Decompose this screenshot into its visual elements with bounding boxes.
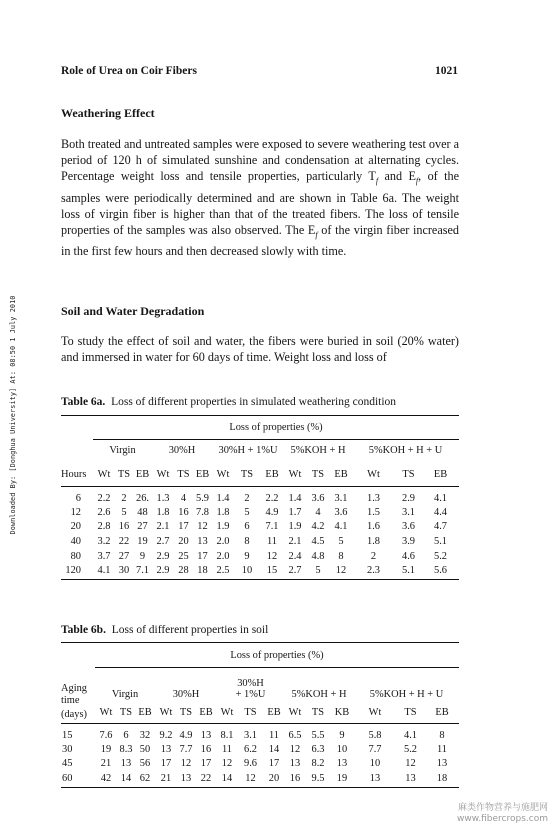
running-head-title: Role of Urea on Coir Fibers (61, 65, 197, 77)
table-cell: 5 (338, 535, 344, 547)
table-cell: 2.8 (97, 521, 111, 533)
table-cell: 2 (244, 493, 250, 504)
table-cell: 2.9 (156, 565, 170, 577)
row-label: 120 (65, 565, 81, 577)
table-6b-group-30h: 30%H (172, 689, 200, 700)
group-line-2: + 1%U (235, 689, 266, 700)
table-row (61, 551, 459, 566)
table-6a-subhead: Wt (367, 468, 380, 480)
table-cell: 2.1 (288, 535, 302, 547)
table-cell: 8.1 (220, 730, 234, 741)
table-cell: 3.6 (402, 521, 415, 533)
table-cell: 48 (137, 506, 148, 518)
table-cell: 11 (436, 743, 447, 755)
table-cell: 20 (178, 535, 189, 547)
table-cell: 8 (338, 550, 344, 562)
table-cell: 1.4 (216, 493, 230, 504)
table-cell: 17 (200, 758, 212, 769)
table-cell: 3.9 (402, 535, 415, 547)
table-cell: 1.5 (367, 506, 380, 518)
table-cell: 11 (266, 535, 277, 547)
table-cell: 17 (268, 758, 280, 769)
table-cell: 12 (245, 772, 256, 784)
table-cell: 2.1 (156, 521, 170, 533)
running-head (61, 65, 458, 77)
watermark-line-2: www.fibercrops.com (457, 814, 548, 824)
table-cell: 4.8 (311, 550, 325, 562)
table-cell: 12 (289, 743, 301, 755)
table-cell: 2.6 (97, 506, 111, 518)
table-cell: 1.7 (288, 506, 302, 518)
table-cell: 17 (160, 758, 172, 769)
table-cell: 13 (405, 772, 416, 784)
table-cell: 3.1 (334, 493, 348, 504)
table-cell: 12 (221, 758, 233, 769)
table-6b-group-virgin: Virgin (111, 689, 139, 700)
table-6a-subhead: TS (311, 468, 325, 480)
table-cell: 5.1 (434, 535, 447, 547)
table-6a-subhead: TS (177, 468, 190, 480)
table-cell: 4.6 (402, 550, 415, 562)
row-label: 30 (62, 743, 73, 755)
table-cell: 3.2 (97, 535, 111, 547)
table-cell: 17 (178, 521, 189, 533)
table-cell: 5 (315, 565, 321, 577)
table-6a-caption (61, 396, 396, 408)
table-cell: 13 (160, 743, 172, 755)
table-cell: 11 (268, 730, 279, 741)
table-6b-subhead: Wt (159, 706, 173, 718)
table-cell: 16 (118, 521, 130, 533)
table-row (61, 758, 459, 773)
table-cell: 1.4 (288, 493, 302, 504)
row-label: 45 (62, 758, 73, 769)
table-cell: 2.9 (402, 493, 415, 504)
table-cell: 6.5 (288, 730, 302, 741)
table-cell: 14 (221, 772, 233, 784)
table-cell: 16 (289, 772, 301, 784)
table-6b-header-block (95, 668, 459, 724)
table-cell: 32 (139, 730, 151, 741)
table-cell: 56 (139, 758, 151, 769)
table-6b-caption (61, 624, 268, 636)
table-cell: 4.4 (434, 506, 447, 518)
table-6a-subhead: EB (433, 468, 448, 480)
table-cell: 5.2 (434, 550, 447, 562)
table-6a (61, 415, 459, 580)
table-6a-subhead: TS (402, 468, 415, 480)
table-cell: 6 (244, 521, 250, 533)
table-6a-group-30h: 30%H (168, 445, 196, 456)
table-cell: 28 (178, 565, 189, 577)
table-6a-label: Table 6a. (61, 396, 106, 408)
table-cell: 5.5 (311, 730, 325, 741)
table-cell: 9.2 (159, 730, 173, 741)
row-label: 15 (62, 730, 73, 741)
table-cell: 4.1 (334, 521, 348, 533)
table-cell: 4.2 (311, 521, 325, 533)
table-row (61, 507, 459, 522)
table-6b-spanner: Loss of properties (%) (95, 643, 459, 668)
table-cell: 27 (118, 550, 130, 562)
row-label: 6 (75, 493, 81, 504)
table-cell: 6 (123, 730, 129, 741)
table-6a-group-koh-h: 5%KOH + H (290, 445, 346, 456)
table-6b-row-header (61, 668, 95, 724)
table-cell: 14 (120, 772, 132, 784)
table-cell: 8 (244, 535, 250, 547)
table-6b-subhead: TS (404, 706, 417, 718)
table-6a-subhead: EB (135, 468, 150, 480)
table-cell: 7.7 (179, 743, 193, 755)
table-6b-caption-text: Loss of different properties in soil (111, 624, 269, 636)
table-cell: 4 (315, 506, 321, 518)
table-6b-subhead: EB (267, 706, 281, 718)
table-6b-groups (95, 668, 459, 703)
table-cell: 2 (121, 493, 127, 504)
table-cell: 20 (268, 772, 280, 784)
table-row (61, 565, 459, 580)
table-cell: 10 (241, 565, 253, 577)
table-cell: 50 (139, 743, 151, 755)
table-cell: 7.6 (99, 730, 113, 741)
table-6a-subhead: Wt (288, 468, 302, 480)
table-cell: 21 (100, 758, 112, 769)
table-cell: 1.8 (216, 506, 230, 518)
table-6b-subhead: KB (334, 706, 350, 718)
table-cell: 8.2 (311, 758, 325, 769)
table-6b-subhead: TS (244, 706, 257, 718)
table-6b-label: Table 6b. (61, 624, 106, 636)
table-cell: 2 (370, 550, 377, 562)
table-row (61, 773, 459, 788)
table-cell: 5.2 (404, 743, 417, 755)
table-6b-group-koh-h-u: 5%KOH + H + U (369, 689, 444, 700)
table-cell: 10 (336, 743, 348, 755)
table-cell: 26. (136, 493, 149, 504)
table-cell: 1.8 (156, 506, 170, 518)
table-cell: 11 (221, 743, 232, 755)
table-cell: 3.6 (311, 493, 325, 504)
table-cell: 22 (200, 772, 212, 784)
table-cell: 2.7 (156, 535, 170, 547)
table-cell: 13 (120, 758, 132, 769)
table-row (61, 487, 459, 507)
table-6a-subhead: Wt (216, 468, 230, 480)
table-cell: 7.1 (265, 521, 279, 533)
table-6b (61, 642, 459, 788)
table-6a-spanner: Loss of properties (%) (93, 416, 459, 440)
table-6b-subhead: EB (199, 706, 213, 718)
table-cell: 2.2 (97, 493, 111, 504)
table-cell: 12 (335, 565, 347, 577)
table-6a-body (61, 487, 459, 580)
table-cell: 19 (137, 535, 148, 547)
table-cell: 4.5 (311, 535, 325, 547)
table-cell: 10 (369, 758, 381, 769)
table-cell: 12 (197, 521, 208, 533)
table-cell: 2.3 (367, 565, 380, 577)
table-cell: 5 (121, 506, 127, 518)
soil-water-paragraph: To study the effect of soil and water, the fibers were buried in soil (20% water) and immersed in water for 60 days of time. Weight loss and loss of (61, 334, 459, 365)
table-cell: 6.2 (244, 743, 257, 755)
table-cell: 4.9 (179, 730, 193, 741)
table-6b-subhead: TS (311, 706, 325, 718)
table-cell: 3.6 (334, 506, 348, 518)
watermark (457, 803, 548, 825)
table-6b-subhead: Wt (220, 706, 234, 718)
table-6a-subhead: Wt (97, 468, 111, 480)
table-6a-subhead: TS (240, 468, 254, 480)
table-cell: 5.6 (434, 565, 447, 577)
section-heading-weathering: Weathering Effect (61, 106, 155, 120)
table-cell: 4.1 (434, 493, 447, 504)
table-6a-subhead: TS (117, 468, 131, 480)
table-cell: 2.0 (216, 535, 230, 547)
table-6a-group-virgin: Virgin (109, 445, 136, 456)
table-6b-subhead: TS (179, 706, 193, 718)
table-cell: 14 (268, 743, 280, 755)
table-cell: 17 (197, 550, 208, 562)
table-cell: 1.3 (367, 493, 380, 504)
table-cell: 25 (178, 550, 189, 562)
table-cell: 8 (439, 730, 445, 741)
table-row (61, 744, 459, 759)
row-header-line: Aging (61, 682, 87, 694)
table-cell: 7.8 (196, 506, 209, 518)
table-cell: 12 (180, 758, 192, 769)
table-cell: 13 (200, 730, 212, 741)
watermark-line-1: 麻类作物营养与施肥网 (457, 803, 548, 813)
table-6a-subhead: EB (265, 468, 279, 480)
table-cell: 13 (369, 772, 381, 784)
table-cell: 42 (100, 772, 112, 784)
table-6b-body (61, 724, 459, 788)
table-cell: 19 (100, 743, 112, 755)
table-6b-group-koh-h: 5%KOH + H (291, 689, 347, 700)
row-label: 40 (70, 535, 81, 547)
row-label: 20 (70, 521, 81, 533)
table-6b-subhead: EB (435, 706, 449, 718)
row-label: 12 (70, 506, 81, 518)
table-cell: 5.1 (402, 565, 415, 577)
table-cell: 7.1 (136, 565, 149, 577)
table-6a-group-koh-h-u: 5%KOH + H + U (368, 445, 443, 456)
table-6b-subheads (95, 703, 459, 721)
section-heading-soil-water: Soil and Water Degradation (61, 304, 205, 318)
table-cell: 18 (197, 565, 208, 577)
table-cell: 62 (139, 772, 151, 784)
table-cell: 4 (180, 493, 187, 504)
table-cell: 13 (180, 772, 192, 784)
table-cell: 7.7 (368, 743, 382, 755)
table-cell: 1.9 (216, 521, 230, 533)
table-row (61, 724, 459, 744)
table-6a-group-30h-1u: 30%H + 1%U (218, 445, 278, 456)
row-header-line: time (61, 694, 80, 706)
table-cell: 18 (436, 772, 448, 784)
table-cell: 2.5 (216, 565, 230, 577)
table-cell: 13 (289, 758, 301, 769)
table-cell: 9.6 (244, 758, 257, 769)
table-cell: 27 (137, 521, 148, 533)
row-header-line: (days) (61, 708, 87, 720)
table-cell: 4.9 (265, 506, 279, 518)
table-cell: 1.3 (156, 493, 170, 504)
table-cell: 4.1 (97, 565, 111, 577)
table-cell: 9 (244, 550, 250, 562)
table-cell: 21 (160, 772, 172, 784)
table-6b-subhead: Wt (288, 706, 302, 718)
table-cell: 1.9 (288, 521, 302, 533)
table-cell: 2.0 (216, 550, 230, 562)
table-cell: 5.8 (368, 730, 382, 741)
table-cell: 3.7 (97, 550, 111, 562)
table-cell: 13 (336, 758, 348, 769)
table-cell: 3.1 (402, 506, 415, 518)
table-cell: 16 (200, 743, 212, 755)
table-6b-subhead: Wt (99, 706, 113, 718)
table-cell: 16 (178, 506, 189, 518)
table-cell: 12 (266, 550, 278, 562)
table-cell: 9 (139, 550, 146, 562)
table-6a-caption-text: Loss of different properties in simulated weathering condition (111, 396, 397, 408)
table-cell: 22 (118, 535, 130, 547)
table-cell: 1.6 (367, 521, 380, 533)
table-cell: 13 (197, 535, 208, 547)
table-cell: 6.3 (311, 743, 325, 755)
table-cell: 2.7 (288, 565, 302, 577)
table-cell: 19 (336, 772, 348, 784)
table-cell: 2.4 (288, 550, 302, 562)
table-cell: 12 (405, 758, 416, 769)
table-cell: 5.9 (196, 493, 209, 504)
page-number: 1021 (435, 65, 458, 77)
table-6b-subhead: EB (138, 706, 152, 718)
table-6b-group-30h-1u (217, 678, 284, 700)
table-cell: 4.7 (434, 521, 447, 533)
table-cell: 9 (339, 730, 345, 741)
download-stamp: Downloaded By: [Donghua University] At: 08:50 1 July 2010 (9, 295, 17, 535)
table-6a-subhead: EB (195, 468, 210, 480)
table-6b-subhead: Wt (368, 706, 382, 718)
row-label: 60 (62, 772, 73, 784)
table-cell: 30 (118, 565, 130, 577)
table-cell: 2.2 (265, 493, 279, 504)
table-cell: 1.8 (367, 535, 380, 547)
table-row (61, 521, 459, 536)
table-cell: 3.1 (244, 730, 257, 741)
table-cell: 15 (266, 565, 278, 577)
table-cell: 13 (436, 758, 448, 769)
table-6a-subhead: EB (334, 468, 348, 480)
table-row (61, 536, 459, 551)
table-6a-subhead: Wt (156, 468, 170, 480)
weathering-paragraph: Both treated and untreated samples were exposed to severe weathering test over a period of 120 h of simulated sunshine and condensation at alternating cycles. Percentage weight loss and tensile properties, particularly $T_f$ and $E_f$, of the samples were periodically determined and are shown in Table 6a. The weight loss of virgin fiber is higher than that of the treated fibers. The loss of tensile properties of the samples was also observed. The $E_f$ of the virgin fiber increased in the first few hours and then decreased slowly with time. (61, 137, 459, 259)
table-cell: 2.9 (156, 550, 170, 562)
table-cell: 8.3 (119, 743, 133, 755)
table-cell: 5 (244, 506, 250, 518)
table-cell: 9.5 (311, 772, 325, 784)
table-6a-row-header: Hours (61, 468, 87, 480)
group-line-1: 30%H (237, 678, 264, 689)
table-cell: 4.1 (404, 730, 417, 741)
row-label: 80 (70, 550, 81, 562)
table-6b-subhead: TS (119, 706, 133, 718)
